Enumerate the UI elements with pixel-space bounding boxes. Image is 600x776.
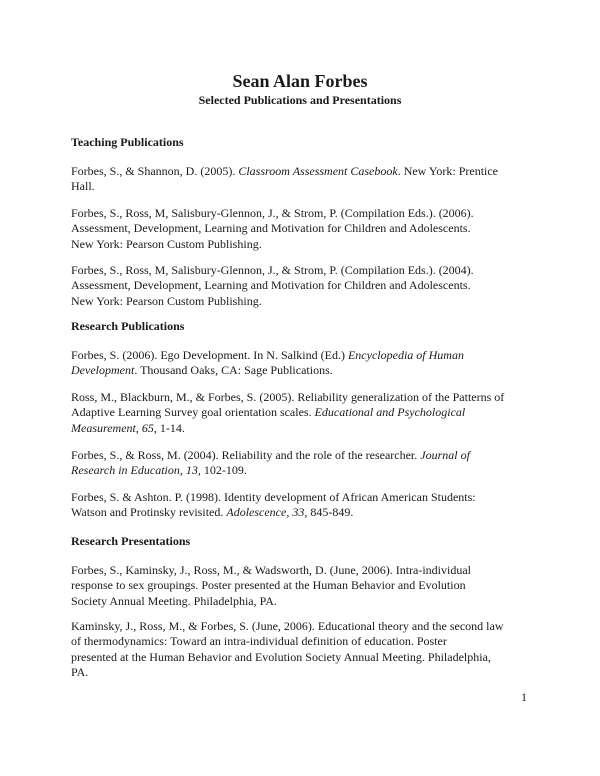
citation-entry	[71, 164, 533, 195]
citation-entry	[71, 390, 533, 436]
citation-text: of thermodynamics: Toward an intra-individual definition of education. Poster	[71, 634, 447, 649]
citation-text: Assessment, Development, Learning and Motivation for Children and Adolescents.	[71, 221, 471, 236]
citation-title: Research in Education, 13,	[71, 463, 201, 478]
citation-text: presented at the Human Behavior and Evolution Society Annual Meeting. Philadelphia,	[71, 649, 491, 664]
citation-text: Society Annual Meeting. Philadelphia, PA.	[71, 593, 277, 608]
citation-text: Hall.	[71, 179, 95, 194]
citation-text: . New York: Prentice	[397, 164, 499, 178]
citation-text: Forbes, S., Ross, M, Salisbury-Glennon, J., & Strom, P. (Compilation Eds.). (2006).	[71, 206, 474, 220]
citation-text: Forbes, S. & Ashton. P. (1998). Identity development of African American Students:	[71, 490, 476, 504]
citation-text: , 1-14.	[153, 420, 185, 435]
citation-title: Educational and Psychological	[314, 405, 466, 420]
section-heading-research: Research Publications	[71, 319, 185, 333]
section-heading-presentations: Research Presentations	[71, 534, 191, 548]
citation-text: Forbes, S., Kaminsky, J., Ross, M., & Wadsworth, D. (June, 2006). Intra-individual	[71, 563, 472, 577]
citation-text: 845-849.	[307, 505, 354, 520]
citation-entry	[71, 448, 533, 479]
citation-text: Forbes, S. (2006). Ego Development. In N. Salkind (Ed.)	[71, 348, 348, 362]
citation-title: Encyclopedia of Human	[347, 348, 464, 362]
citation-entry	[71, 619, 533, 680]
citation-title: Adolescence, 33,	[226, 505, 308, 520]
citation-entry	[71, 563, 533, 609]
page-number: 1	[521, 690, 527, 704]
citation-text: PA.	[71, 664, 89, 679]
citation-text: Adaptive Learning Survey goal orientation scales.	[71, 405, 315, 420]
citation-title: Journal of	[420, 448, 470, 462]
citation-entry	[71, 206, 533, 252]
citation-text: . Thousand Oaks, CA: Sage Publications.	[134, 363, 333, 378]
section-heading-teaching: Teaching Publications	[71, 135, 184, 149]
citation-title: Measurement, 65	[71, 420, 154, 435]
citation-text: New York: Pearson Custom Publishing.	[71, 293, 262, 308]
citation-text: Watson and Protinsky revisited.	[71, 505, 227, 520]
citation-text: Assessment, Development, Learning and Motivation for Children and Adolescents.	[71, 278, 471, 293]
citation-text: Kaminsky, J., Ross, M., & Forbes, S. (June, 2006). Educational theory and the second law	[71, 619, 504, 633]
citation-text: New York: Pearson Custom Publishing.	[71, 236, 262, 251]
citation-entry	[71, 263, 533, 309]
citation-text: Ross, M., Blackburn, M., & Forbes, S. (2005). Reliability generalization of the Patterns of	[71, 390, 505, 404]
citation-text: Forbes, S., & Shannon, D. (2005).	[71, 164, 239, 178]
citation-text: response to sex groupings. Poster presented at the Human Behavior and Evolution	[71, 578, 466, 593]
citation-entry	[71, 348, 533, 379]
document-title: Sean Alan Forbes	[232, 71, 368, 91]
document-subtitle: Selected Publications and Presentations	[198, 93, 402, 107]
citation-title: Development	[71, 363, 135, 378]
citation-text: 102-109.	[200, 463, 247, 478]
citation-text: Forbes, S., & Ross, M. (2004). Reliability and the role of the researcher.	[71, 448, 421, 462]
citation-title: Classroom Assessment Casebook	[238, 164, 398, 178]
citation-entry	[71, 490, 533, 521]
citation-text: Forbes, S., Ross, M, Salisbury-Glennon, J., & Strom, P. (Compilation Eds.). (2004).	[71, 263, 474, 277]
